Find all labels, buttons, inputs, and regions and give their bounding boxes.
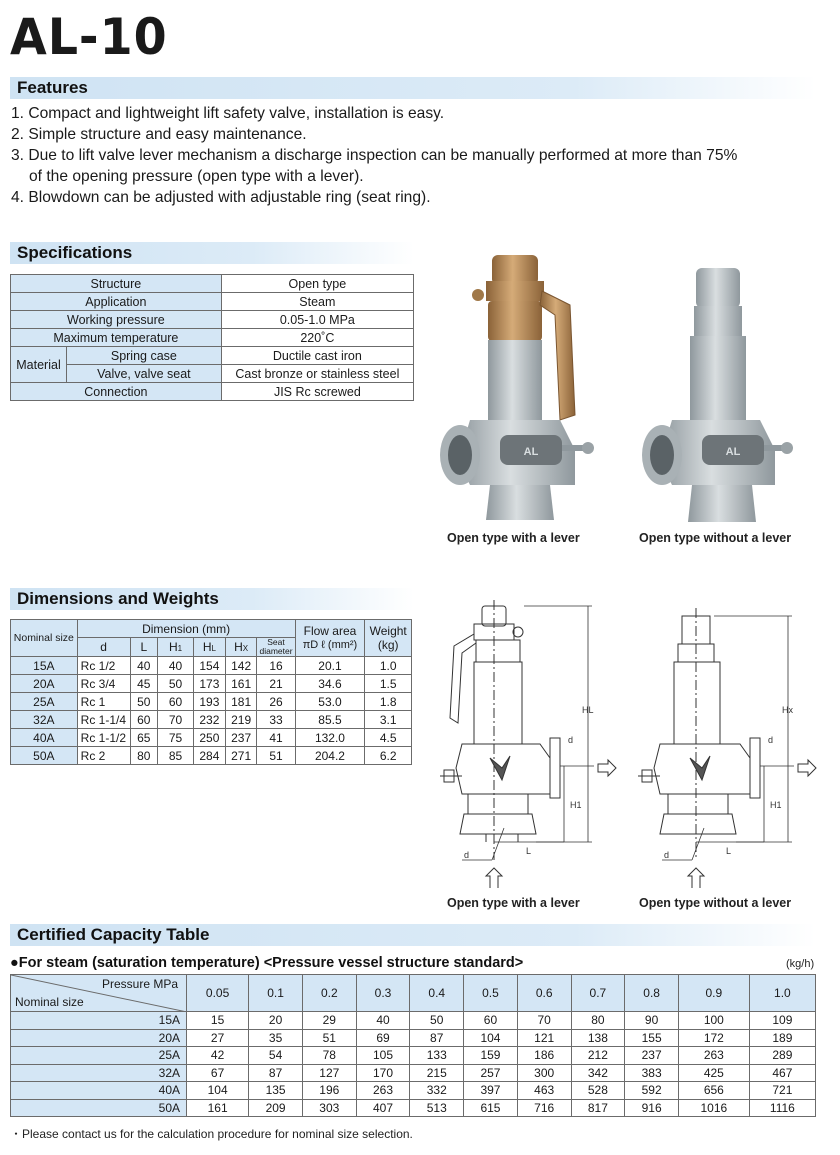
label-HX: Hx — [782, 705, 793, 715]
capacity-cell: 135 — [249, 1082, 303, 1100]
table-header-row — [11, 620, 412, 638]
nameplate-label: AL — [523, 446, 539, 458]
table-row — [11, 1064, 816, 1082]
dimension-cell: 41 — [257, 729, 295, 747]
capacity-cell: 289 — [749, 1047, 815, 1065]
capacity-cell: 916 — [625, 1099, 679, 1117]
capacity-cell: 1016 — [678, 1099, 749, 1117]
dimension-cell: 204.2 — [295, 747, 365, 765]
capacity-cell: 170 — [356, 1064, 410, 1082]
nominal-size-cell: 50A — [11, 1099, 187, 1117]
capacity-cell: 1116 — [749, 1099, 815, 1117]
capacity-cell: 817 — [571, 1099, 625, 1117]
header-pressure-value: 0.4 — [410, 975, 464, 1012]
capacity-cell: 513 — [410, 1099, 464, 1117]
dimension-cell: 53.0 — [295, 693, 365, 711]
capacity-cell: 161 — [187, 1099, 249, 1117]
capacity-cell: 159 — [464, 1047, 518, 1065]
spec-label: Working pressure — [11, 311, 222, 329]
drawing-caption-lever: Open type with a lever — [447, 896, 580, 910]
capacity-cell: 215 — [410, 1064, 464, 1082]
table-row — [11, 747, 412, 765]
capacity-cell: 138 — [571, 1029, 625, 1047]
header-pressure-value: 0.6 — [517, 975, 571, 1012]
capacity-cell: 60 — [464, 1012, 518, 1030]
header-H1 — [158, 638, 194, 657]
flow-area-formula: πD ℓ (mm²) — [302, 639, 358, 651]
specifications-heading: Specifications — [10, 242, 414, 264]
header-HX-main: H — [234, 640, 243, 654]
label-d-inlet: d — [464, 850, 470, 860]
dimension-cell: 142 — [225, 657, 257, 675]
capacity-note: ・Please contact us for the calculation procedure for nominal size selection. — [10, 1127, 413, 1141]
capacity-cell: 20 — [249, 1012, 303, 1030]
nominal-size-cell: 32A — [11, 1064, 187, 1082]
header-nominal-size: Nominal size — [15, 995, 84, 1009]
capacity-cell: 78 — [302, 1047, 356, 1065]
photo-caption-nolever: Open type without a lever — [639, 531, 792, 545]
dimension-cell: 70 — [158, 711, 194, 729]
capacity-cell: 104 — [464, 1029, 518, 1047]
page-title: AL-10 — [10, 8, 168, 66]
dimension-cell: 232 — [194, 711, 226, 729]
capacity-cell: 15 — [187, 1012, 249, 1030]
capacity-cell: 54 — [249, 1047, 303, 1065]
spec-value: Ductile cast iron — [221, 347, 413, 365]
dimensions-table — [10, 619, 412, 765]
table-row — [11, 347, 414, 365]
dimension-cell: 33 — [257, 711, 295, 729]
table-row — [11, 711, 412, 729]
capacity-cell: 172 — [678, 1029, 749, 1047]
capacity-heading: Certified Capacity Table — [10, 924, 816, 946]
table-row — [11, 729, 412, 747]
header-pressure-value: 0.7 — [571, 975, 625, 1012]
table-row — [11, 1082, 816, 1100]
table-row — [11, 675, 412, 693]
header-weight — [365, 620, 412, 657]
dimension-cell: 85.5 — [295, 711, 365, 729]
table-row — [11, 693, 412, 711]
valve-with-lever-photo — [430, 245, 610, 530]
table-row — [11, 1047, 816, 1065]
capacity-cell: 332 — [410, 1082, 464, 1100]
capacity-cell: 70 — [517, 1012, 571, 1030]
specifications-table — [10, 274, 414, 401]
dimension-cell: 132.0 — [295, 729, 365, 747]
feature-item: 1. Compact and lightweight lift safety valve, installation is easy. — [11, 105, 445, 122]
spec-label: Valve, valve seat — [67, 365, 222, 383]
dimension-cell: 271 — [225, 747, 257, 765]
nominal-size-cell: 50A — [11, 747, 78, 765]
capacity-cell: 342 — [571, 1064, 625, 1082]
dimension-cell: 1.8 — [365, 693, 412, 711]
capacity-cell: 615 — [464, 1099, 518, 1117]
dimension-cell: Rc 1-1/2 — [77, 729, 130, 747]
dimension-cell: 154 — [194, 657, 226, 675]
header-pressure-value: 0.05 — [187, 975, 249, 1012]
dimension-cell: 75 — [158, 729, 194, 747]
weight-label: Weight — [369, 624, 407, 638]
nominal-size-cell: 20A — [11, 675, 78, 693]
dimensions-heading: Dimensions and Weights — [10, 588, 414, 610]
capacity-cell: 155 — [625, 1029, 679, 1047]
dimension-cell: 34.6 — [295, 675, 365, 693]
spec-value: 220˚C — [221, 329, 413, 347]
dimension-cell: 237 — [225, 729, 257, 747]
capacity-cell: 189 — [749, 1029, 815, 1047]
header-HX-sub: X — [242, 644, 249, 653]
capacity-cell: 209 — [249, 1099, 303, 1117]
header-seat-diameter: Seat diameter — [257, 638, 295, 657]
table-row — [11, 365, 414, 383]
table-row — [11, 329, 414, 347]
dimension-cell: 80 — [130, 747, 158, 765]
label-HL: HL — [582, 705, 594, 715]
valve-without-lever-photo — [630, 260, 800, 530]
header-nominal-size: Nominal size — [11, 620, 78, 657]
capacity-cell: 50 — [410, 1012, 464, 1030]
feature-item: 2. Simple structure and easy maintenance. — [11, 126, 307, 143]
capacity-cell: 69 — [356, 1029, 410, 1047]
header-pressure-value: 0.8 — [625, 975, 679, 1012]
table-row — [11, 1012, 816, 1030]
spec-value: Steam — [221, 293, 413, 311]
dimension-cell: Rc 2 — [77, 747, 130, 765]
spec-value: Cast bronze or stainless steel — [221, 365, 413, 383]
header-HL-sub: L — [211, 644, 216, 653]
header-HL — [194, 638, 226, 657]
drawing-without-lever — [630, 598, 820, 888]
spec-value: 0.05-1.0 MPa — [221, 311, 413, 329]
photo-caption-lever: Open type with a lever — [447, 531, 580, 545]
capacity-cell: 721 — [749, 1082, 815, 1100]
drawing-with-lever — [432, 598, 622, 888]
header-pressure-value: 0.2 — [302, 975, 356, 1012]
header-L: L — [130, 638, 158, 657]
header-pressure-value: 0.5 — [464, 975, 518, 1012]
capacity-cell: 300 — [517, 1064, 571, 1082]
label-d-outlet: d — [768, 735, 774, 745]
table-row — [11, 293, 414, 311]
dimension-cell: 181 — [225, 693, 257, 711]
dimension-cell: 60 — [158, 693, 194, 711]
nominal-size-cell: 25A — [11, 693, 78, 711]
nominal-size-cell: 40A — [11, 1082, 187, 1100]
header-HX — [225, 638, 257, 657]
nominal-size-cell: 15A — [11, 1012, 187, 1030]
label-L: L — [726, 846, 732, 856]
dimension-cell: 21 — [257, 675, 295, 693]
dimension-cell: 50 — [130, 693, 158, 711]
dimension-cell: 250 — [194, 729, 226, 747]
nominal-size-cell: 15A — [11, 657, 78, 675]
table-row — [11, 1029, 816, 1047]
table-row — [11, 1099, 816, 1117]
capacity-cell: 87 — [249, 1064, 303, 1082]
dimension-cell: Rc 3/4 — [77, 675, 130, 693]
dimension-cell: 20.1 — [295, 657, 365, 675]
capacity-cell: 592 — [625, 1082, 679, 1100]
capacity-cell: 237 — [625, 1047, 679, 1065]
label-L: L — [526, 846, 532, 856]
feature-item: 4. Blowdown can be adjusted with adjustable ring (seat ring). — [11, 189, 431, 206]
header-corner — [11, 975, 187, 1012]
dimension-cell: 284 — [194, 747, 226, 765]
spec-value: Open type — [221, 275, 413, 293]
capacity-cell: 27 — [187, 1029, 249, 1047]
table-row — [11, 657, 412, 675]
dimension-cell: 16 — [257, 657, 295, 675]
spec-label: Spring case — [67, 347, 222, 365]
header-H1-sub: 1 — [177, 644, 183, 653]
capacity-cell: 467 — [749, 1064, 815, 1082]
capacity-subheading: ●For steam (saturation temperature) <Pressure vessel structure standard> — [10, 955, 524, 971]
capacity-cell: 109 — [749, 1012, 815, 1030]
spec-label: Maximum temperature — [11, 329, 222, 347]
dimension-cell: 85 — [158, 747, 194, 765]
capacity-cell: 29 — [302, 1012, 356, 1030]
capacity-table — [10, 974, 816, 1117]
capacity-cell: 656 — [678, 1082, 749, 1100]
header-flow-area — [295, 620, 365, 657]
label-d-inlet: d — [664, 850, 670, 860]
dimension-cell: 3.1 — [365, 711, 412, 729]
label-d-outlet: d — [568, 735, 574, 745]
header-pressure: Pressure MPa — [101, 977, 178, 991]
dimension-cell: Rc 1/2 — [77, 657, 130, 675]
nominal-size-cell: 32A — [11, 711, 78, 729]
header-HL-main: H — [202, 640, 212, 654]
label-H1: H1 — [770, 800, 782, 810]
features-list — [11, 103, 737, 208]
capacity-cell: 67 — [187, 1064, 249, 1082]
spec-label: Connection — [11, 383, 222, 401]
table-row — [11, 311, 414, 329]
header-H1-main: H — [168, 640, 178, 654]
header-pressure-value: 1.0 — [749, 975, 815, 1012]
nominal-size-cell: 40A — [11, 729, 78, 747]
label-H1: H1 — [570, 800, 582, 810]
dimension-cell: 40 — [130, 657, 158, 675]
features-heading: Features — [10, 77, 816, 99]
capacity-cell: 463 — [517, 1082, 571, 1100]
capacity-cell: 80 — [571, 1012, 625, 1030]
dimension-cell: 40 — [158, 657, 194, 675]
capacity-cell: 303 — [302, 1099, 356, 1117]
header-pressure-value: 0.3 — [356, 975, 410, 1012]
capacity-cell: 42 — [187, 1047, 249, 1065]
dimension-cell: 1.5 — [365, 675, 412, 693]
capacity-unit: (kg/h) — [786, 958, 815, 970]
capacity-cell: 383 — [625, 1064, 679, 1082]
dimension-cell: 51 — [257, 747, 295, 765]
header-d: d — [77, 638, 130, 657]
capacity-cell: 212 — [571, 1047, 625, 1065]
capacity-cell: 263 — [356, 1082, 410, 1100]
capacity-cell: 186 — [517, 1047, 571, 1065]
table-header-row — [11, 975, 816, 1012]
dimension-cell: 219 — [225, 711, 257, 729]
capacity-cell: 100 — [678, 1012, 749, 1030]
capacity-cell: 196 — [302, 1082, 356, 1100]
capacity-cell: 40 — [356, 1012, 410, 1030]
capacity-cell: 425 — [678, 1064, 749, 1082]
header-pressure-value: 0.9 — [678, 975, 749, 1012]
dimension-cell: 4.5 — [365, 729, 412, 747]
capacity-cell: 87 — [410, 1029, 464, 1047]
capacity-cell: 35 — [249, 1029, 303, 1047]
capacity-cell: 105 — [356, 1047, 410, 1065]
dimension-cell: Rc 1-1/4 — [77, 711, 130, 729]
dimension-cell: 193 — [194, 693, 226, 711]
dimension-cell: 65 — [130, 729, 158, 747]
capacity-cell: 121 — [517, 1029, 571, 1047]
spec-label: Material — [11, 347, 67, 383]
table-row — [11, 275, 414, 293]
nameplate-label: AL — [725, 446, 741, 458]
capacity-cell: 528 — [571, 1082, 625, 1100]
flow-area-label: Flow area — [303, 624, 357, 638]
spec-value: JIS Rc screwed — [221, 383, 413, 401]
dimension-cell: 26 — [257, 693, 295, 711]
feature-item-continuation: of the opening pressure (open type with a lever). — [29, 168, 364, 185]
capacity-cell: 127 — [302, 1064, 356, 1082]
nominal-size-cell: 20A — [11, 1029, 187, 1047]
capacity-cell: 51 — [302, 1029, 356, 1047]
dimension-cell: 161 — [225, 675, 257, 693]
dimension-cell: Rc 1 — [77, 693, 130, 711]
dimension-cell: 60 — [130, 711, 158, 729]
nominal-size-cell: 25A — [11, 1047, 187, 1065]
capacity-cell: 716 — [517, 1099, 571, 1117]
capacity-cell: 257 — [464, 1064, 518, 1082]
capacity-cell: 90 — [625, 1012, 679, 1030]
drawing-caption-nolever: Open type without a lever — [639, 896, 792, 910]
dimension-cell: 6.2 — [365, 747, 412, 765]
dimension-cell: 173 — [194, 675, 226, 693]
spec-label: Application — [11, 293, 222, 311]
header-dimension: Dimension (mm) — [77, 620, 295, 638]
spec-label: Structure — [11, 275, 222, 293]
capacity-cell: 397 — [464, 1082, 518, 1100]
dimension-cell: 1.0 — [365, 657, 412, 675]
feature-item: 3. Due to lift valve lever mechanism a discharge inspection can be manually performed at more than 75% — [11, 147, 738, 164]
table-row — [11, 383, 414, 401]
dimension-cell: 45 — [130, 675, 158, 693]
dimension-cell: 50 — [158, 675, 194, 693]
capacity-cell: 407 — [356, 1099, 410, 1117]
weight-unit: (kg) — [377, 638, 399, 652]
capacity-cell: 133 — [410, 1047, 464, 1065]
capacity-cell: 104 — [187, 1082, 249, 1100]
header-pressure-value: 0.1 — [249, 975, 303, 1012]
capacity-cell: 263 — [678, 1047, 749, 1065]
